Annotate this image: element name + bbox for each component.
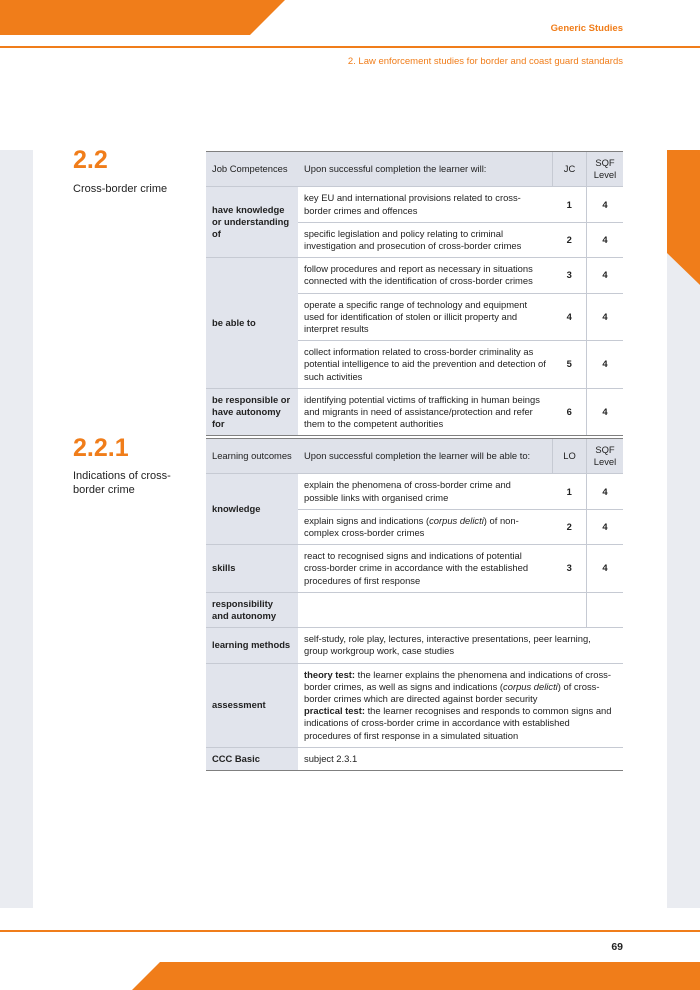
outcome-text-pre: explain signs and indications ( xyxy=(304,514,430,526)
footer-rule xyxy=(0,930,700,932)
competence-level: 4 xyxy=(587,222,624,257)
theory-text-pre: the learner explains the phenomena and indications of cross-border crimes, as well as signs and indications ( xyxy=(304,668,611,692)
header-rule xyxy=(0,46,700,48)
job-competences-table xyxy=(206,151,623,436)
outcome-code: 1 xyxy=(553,474,587,509)
learning-outcomes-table xyxy=(206,438,623,771)
table-row xyxy=(206,592,623,627)
table-header-row xyxy=(206,439,623,474)
left-margin-band xyxy=(0,150,33,908)
theory-text-post: ) of cross-border crimes which are directed against border security xyxy=(304,680,600,705)
table-row xyxy=(206,258,623,293)
outcome-code: 3 xyxy=(553,545,587,593)
responsibility-level xyxy=(587,592,624,627)
header-level: SQF Level xyxy=(587,439,624,474)
page-number: 69 xyxy=(611,941,623,953)
competence-level: 4 xyxy=(587,388,624,436)
outcome-level: 4 xyxy=(587,474,624,509)
competence-text: specific legislation and policy relating to criminal investigation and prosecution of cross-border crimes xyxy=(298,222,553,257)
competence-code: 1 xyxy=(553,187,587,222)
assessment-label: assessment xyxy=(206,663,298,747)
outcome-level: 4 xyxy=(587,545,624,593)
header-code: LO xyxy=(553,439,587,474)
header-text: Upon successful completion the learner will: xyxy=(298,152,553,187)
competence-text: identifying potential victims of trafficking in human beings and migrants in need of assistance/protection and refer them to the competent authorities xyxy=(298,388,553,436)
header-label: Job Competences xyxy=(206,152,298,187)
knowledge-label: knowledge xyxy=(206,474,298,545)
competence-text: follow procedures and report as necessary in situations connected with the identification of cross-border crimes xyxy=(298,258,553,293)
competence-code: 6 xyxy=(553,388,587,436)
assessment-text xyxy=(298,663,623,747)
competence-level: 4 xyxy=(587,341,624,389)
methods-text: self-study, role play, lectures, interactive presentations, peer learning, group workgroup work, case studies xyxy=(298,628,623,663)
table-row xyxy=(206,628,623,663)
methods-label: learning methods xyxy=(206,628,298,663)
group-label: be responsible or have autonomy for xyxy=(206,388,298,436)
practical-text: the learner recognises and responds to common signs and indications of cross-border crime in accordance with established procedures of first response in a simulated situation xyxy=(304,705,612,741)
header-code: JC xyxy=(553,152,587,187)
responsibility-text xyxy=(298,592,553,627)
responsibility-code xyxy=(553,592,587,627)
outcome-level: 4 xyxy=(587,509,624,544)
header-level: SQF Level xyxy=(587,152,624,187)
group-label: be able to xyxy=(206,258,298,389)
theory-text-italic: corpus delicti xyxy=(503,680,558,692)
right-orange-tab xyxy=(667,150,700,285)
competence-level: 4 xyxy=(587,187,624,222)
header-section-title: Generic Studies xyxy=(550,23,623,34)
competence-code: 5 xyxy=(553,341,587,389)
responsibility-label: responsibility and autonomy xyxy=(206,592,298,627)
competence-level: 4 xyxy=(587,293,624,341)
header-text: Upon successful completion the learner will be able to: xyxy=(298,439,553,474)
competence-text: operate a specific range of technology and equipment used for identification of stolen or illicit property and interpret results xyxy=(298,293,553,341)
skills-label: skills xyxy=(206,545,298,593)
outcome-text-post: ) of non-complex cross-border crimes xyxy=(304,514,519,539)
ccc-text: subject 2.3.1 xyxy=(298,747,623,770)
header-label: Learning outcomes xyxy=(206,439,298,474)
competence-code: 3 xyxy=(553,258,587,293)
table-header-row xyxy=(206,152,623,187)
table-row xyxy=(206,747,623,770)
theory-test-label: theory test: xyxy=(304,668,356,680)
header-chapter-title: 2. Law enforcement studies for border and coast guard standards xyxy=(347,56,623,67)
footer-orange-bar xyxy=(0,962,700,990)
outcome-text-italic: corpus delicti xyxy=(429,514,484,526)
table-row xyxy=(206,474,623,509)
competence-text: collect information related to cross-border criminality as potential intelligence to aid the prevention and detection of such activities xyxy=(298,341,553,389)
outcome-text: explain the phenomena of cross-border crime and possible links with organised crime xyxy=(298,474,553,509)
competence-text: key EU and international provisions related to cross-border crimes and offences xyxy=(298,187,553,222)
table-row xyxy=(206,388,623,436)
table-row xyxy=(206,545,623,593)
outcome-text xyxy=(298,509,553,544)
section-number: 2.2 xyxy=(73,146,108,174)
outcome-text: react to recognised signs and indications of potential cross-border crime in accordance with the established procedures of first response xyxy=(298,545,553,593)
competence-code: 2 xyxy=(553,222,587,257)
subsection-title: Indications of cross-border crime xyxy=(73,470,171,496)
competence-level: 4 xyxy=(587,258,624,293)
ccc-label: CCC Basic xyxy=(206,747,298,770)
table-row xyxy=(206,187,623,222)
practical-test-label: practical test: xyxy=(304,705,365,717)
section-title: Cross-border crime xyxy=(73,183,168,195)
subsection-number: 2.2.1 xyxy=(73,434,129,462)
outcome-code: 2 xyxy=(553,509,587,544)
competence-code: 4 xyxy=(553,293,587,341)
group-label: have knowledge or understanding of xyxy=(206,187,298,258)
table-row xyxy=(206,663,623,747)
